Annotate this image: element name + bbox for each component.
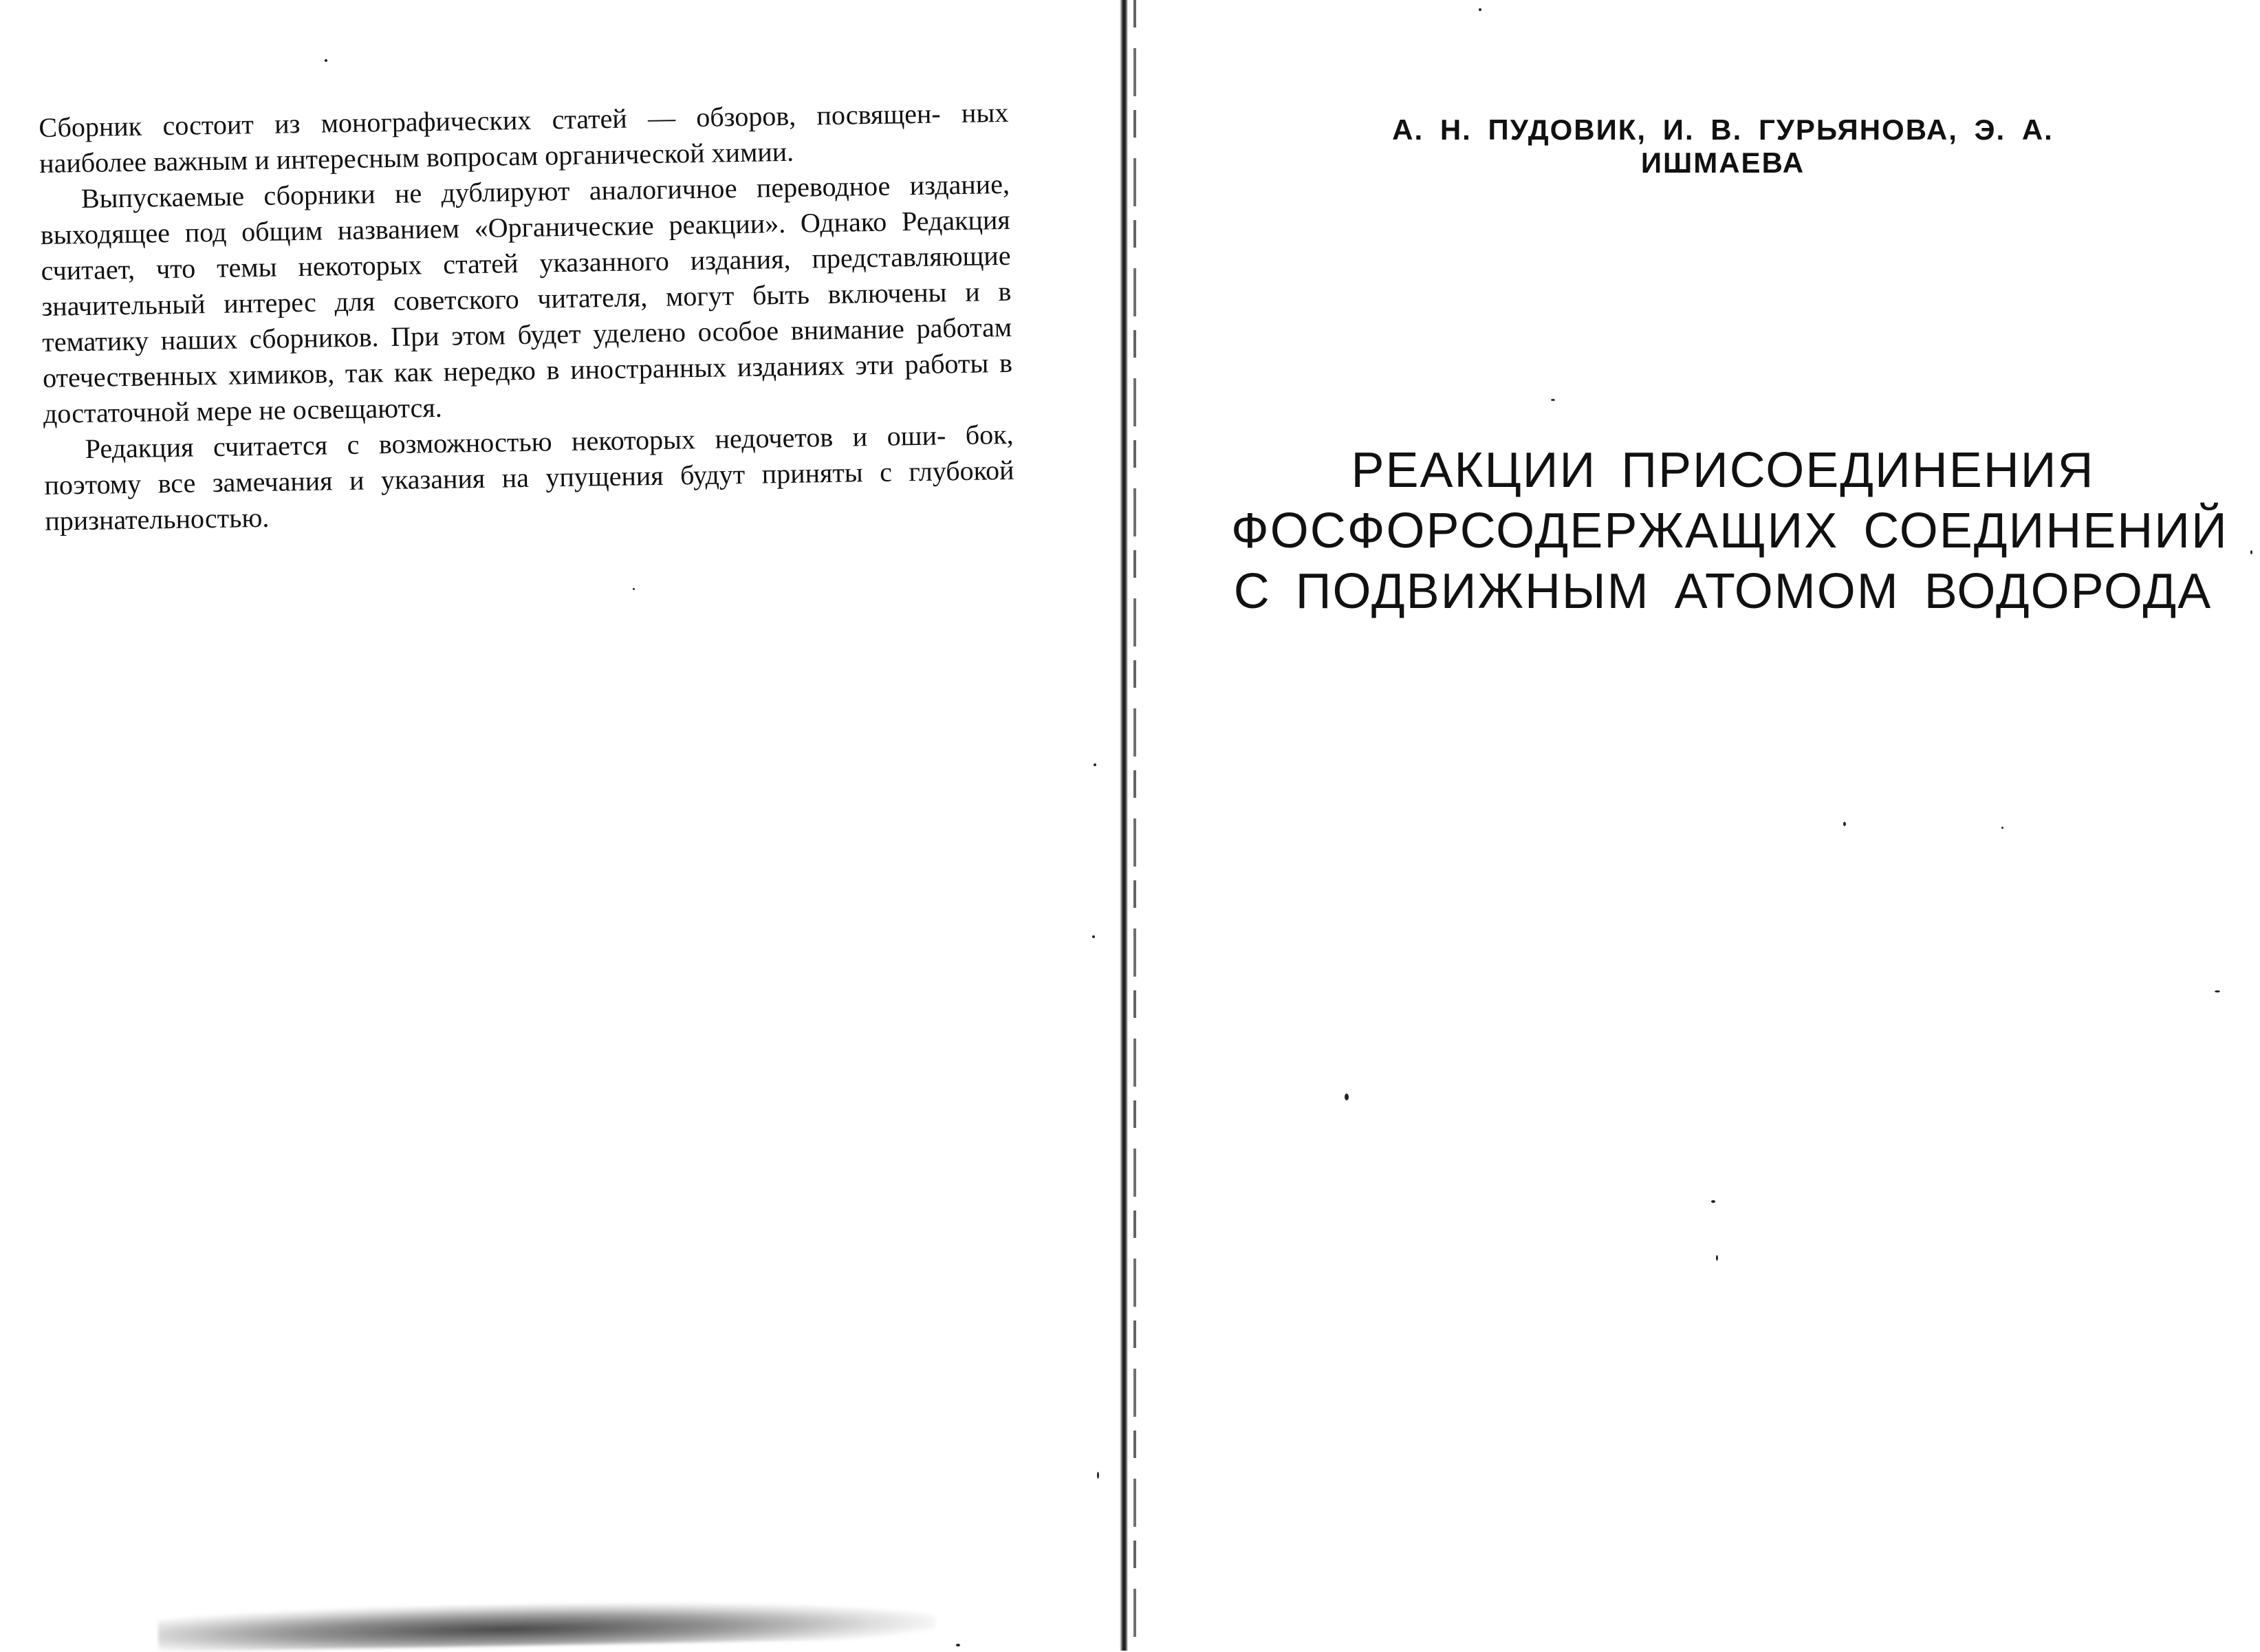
annotation-paragraph-2: Выпускаемые сборники не дублируют аналогичное переводное издание, выходящее под общим названием «Органические реакции». Однако Редакция считает, что темы некоторых статей указанного издания, представляющие значительный интерес для советского читателя, могут быть включены и в тематику наших сборников. При этом будет уделено особое внимание работам отечественных химиков, так как нередко в иностранных изданиях эти работы в достаточной мере не освещаются. [40,168,1013,429]
scan-speck [1843,822,1846,826]
scan-speck [2001,827,2003,829]
authors-line: А. Н. ПУДОВИК, И. В. ГУРЬЯНОВА, Э. А. ИШМАЕВА [1392,113,2054,179]
scan-speck [1097,1472,1099,1479]
title-line-3: С ПОДВИЖНЫМ АТОМОМ ВОДОРОДА [1233,564,2213,619]
scan-speck [2250,550,2252,554]
scan-speck [633,588,635,590]
scan-speck [956,1644,960,1646]
title-line-2: ФОСФОРСОДЕРЖАЩИХ СОЕДИНЕНИЙ [1231,503,2228,558]
title-line-1: РЕАКЦИИ ПРИСОЕДИНЕНИЯ [1351,443,2095,498]
scan-speck [325,59,327,62]
scan-speck [1711,1200,1715,1203]
gutter-edge [1133,0,1136,1651]
scan-speck [1094,763,1096,766]
annotation-paragraph-3: Редакция считается с возможностью некоторых недочетов и оши- бок, поэтому все замечания и указания на упущения будут приняты с глубокой признательностью. [44,418,1014,536]
left-page [0,0,1121,1651]
scan-speck [2215,990,2220,992]
scan-speck [1092,935,1095,938]
book-title [1231,440,2228,622]
annotation-text [39,95,1015,539]
print-smudge [158,1597,936,1652]
right-page [1142,0,2260,1651]
annotation-paragraph-1: Сборник состоит из монографических статей — обзоров, посвящен- ных наиболее важным и интересным вопросам органической химии. [39,96,1009,179]
scan-speck [1345,1094,1349,1100]
book-gutter [1120,0,1128,1651]
scan-speck [1551,399,1555,401]
scan-speck [1479,8,1481,11]
scan-speck [1716,1255,1718,1261]
